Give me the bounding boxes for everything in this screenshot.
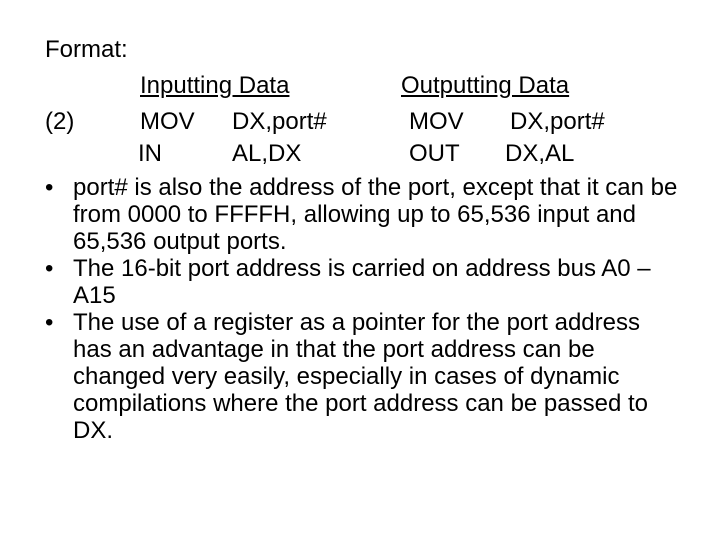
bullet-glyph: • xyxy=(45,174,54,201)
input-operands: AL,DX xyxy=(232,140,302,167)
outputting-data-header: Outputting Data xyxy=(401,72,570,99)
input-operands: DX,port# xyxy=(232,108,327,135)
output-operands: DX,port# xyxy=(510,108,605,135)
bullet-text: The use of a register as a pointer for the port address has an advantage in that the port address can be changed very easily, especially in cases of dynamic compilations where the port address can be passed to DX. xyxy=(73,309,649,444)
input-opcode: IN xyxy=(138,140,162,167)
row-number: (2) xyxy=(45,108,75,135)
bullet-text: port# is also the address of the port, except that it can be from 0000 to FFFFH, allowing up to 65,536 input and 65,536 output ports. xyxy=(73,174,678,255)
output-opcode: OUT xyxy=(409,140,460,167)
output-opcode: MOV xyxy=(409,108,464,135)
inputting-data-header: Inputting Data xyxy=(140,72,290,99)
bullet-list xyxy=(45,174,685,444)
bullet-glyph: • xyxy=(45,309,54,336)
format-label: Format: xyxy=(45,36,128,63)
output-operands: DX,AL xyxy=(505,140,575,167)
bullet-text: The 16-bit port address is carried on address bus A0 – A15 xyxy=(73,255,651,309)
list-item xyxy=(45,309,685,444)
list-item xyxy=(45,255,685,309)
input-opcode: MOV xyxy=(140,108,195,135)
list-item xyxy=(45,174,685,255)
bullet-glyph: • xyxy=(45,255,54,282)
